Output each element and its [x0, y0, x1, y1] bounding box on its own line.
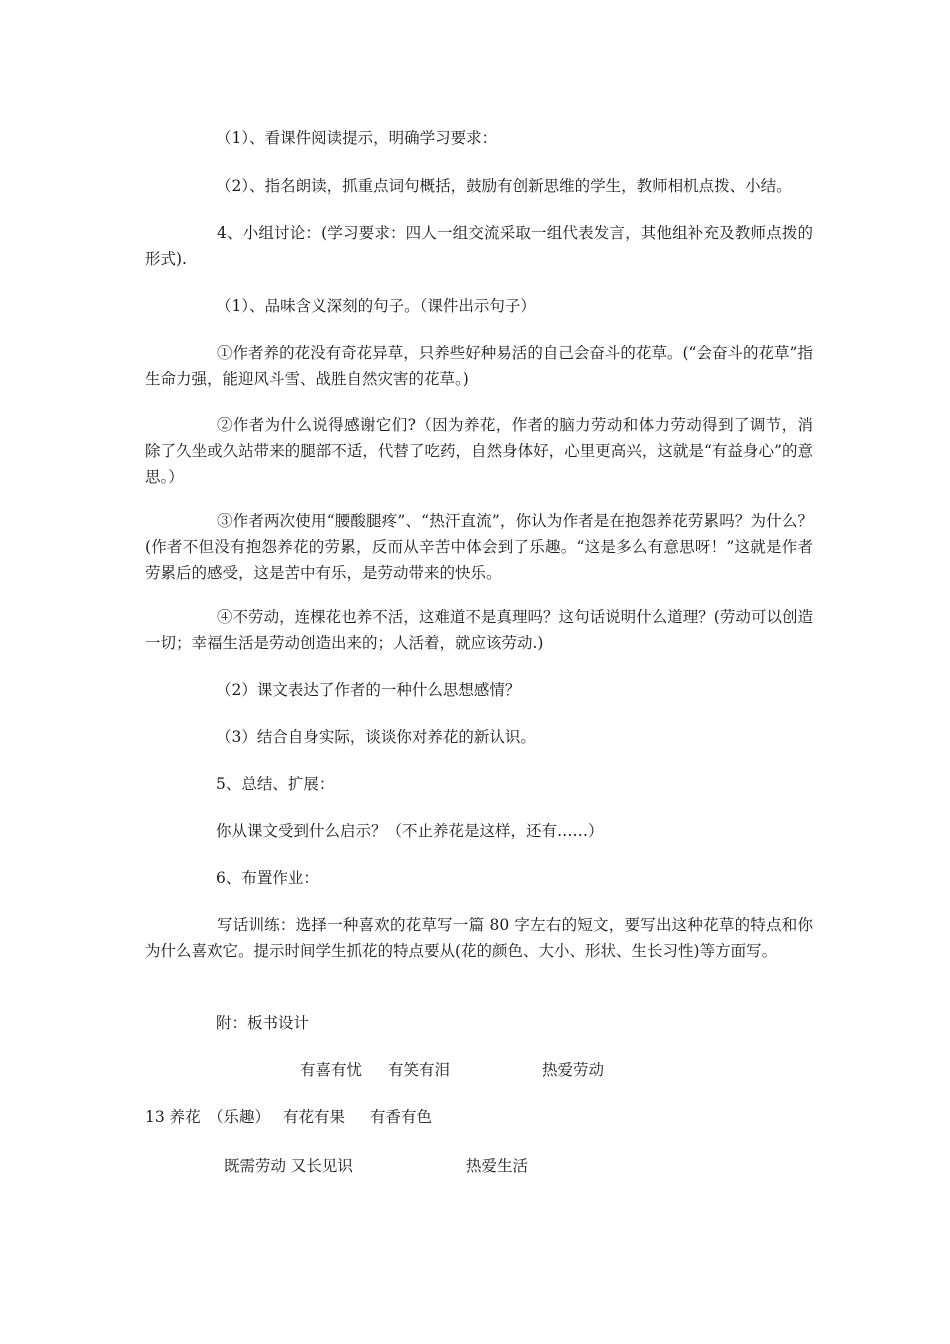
board-laugh-tears: 有笑有泪 [388, 1061, 451, 1079]
question-new-understanding: （3）结合自身实际，谈谈你对养花的新认识。 [216, 728, 536, 746]
question-thought-emotion: （2）课文表达了作者的一种什么思想感情？ [216, 681, 521, 699]
question-2-paragraph: ②作者为什么说得感谢它们?（因为养花，作者的脑力劳动和体力劳动得到了调节，消除了久坐或久站带来的腿部不适，代替了吃药，自然身体好，心里更高兴，这就是“有益身心”的意思。） [145, 416, 813, 486]
question-3-paragraph: ③作者两次使用“腰酸腿疼”、“热汗直流”，你认为作者是在抱怨养花劳累吗？为什么？(作者不但没有抱怨养花的劳累，反而从辛苦中体会到了乐趣。“这是多么有意思呀！”这就是作者劳累后的感受，这是苦中有乐，是劳动带来的快乐。 [145, 512, 813, 582]
step-1-instruction: （1）、看课件阅读提示，明确学习要求： [216, 129, 498, 147]
question-4-paragraph: ④不劳动，连棵花也养不活，这难道不是真理吗？这句话说明什么道理？(劳动可以创造一切；幸福生活是劳动创造出来的；人活着，就应该劳动.) [145, 608, 813, 652]
inspiration-question: 你从课文受到什么启示？（不止养花是这样，还有……） [216, 822, 604, 840]
step-2-instruction: （2）、指名朗读，抓重点词句概括，鼓励有创新思维的学生，教师相机点拨、小结。 [216, 177, 792, 195]
writing-practice-paragraph: 写话训练：选择一种喜欢的花草写一篇 80 字左右的短文，要写出这种花草的特点和你为什么喜欢它。提示时间学生抓花的特点要从(花的颜色、大小、形状、生长习性)等方面写。 [145, 916, 813, 960]
group-discussion-paragraph: 4、小组讨论：(学习要求：四人一组交流采取一组代表发言，其他组补充及教师点拨的形式). [145, 224, 813, 268]
question-1-paragraph: ①作者养的花没有奇花异草，只养些好种易活的自己会奋斗的花草。(“会奋斗的花草”指生命力强，能迎风斗雪、战胜自然灾害的花草。) [145, 344, 813, 388]
board-fragrance-color: 有香有色 [370, 1108, 433, 1126]
board-lesson-title: 13 养花 [145, 1108, 201, 1126]
sentence-appreciation-heading: （1）、品味含义深刻的句子。（课件出示句子） [216, 297, 536, 315]
board-labor-knowledge: 既需劳动 又长见识 [224, 1157, 353, 1175]
board-love-life: 热爱生活 [466, 1157, 529, 1175]
homework-heading: 6、布置作业： [216, 869, 319, 887]
board-design-heading: 附：板书设计 [216, 1014, 310, 1032]
summary-heading: 5、总结、扩展： [216, 775, 335, 793]
board-flowers-fruits: 有花有果 [283, 1108, 346, 1126]
board-happy-worry: 有喜有忧 [300, 1061, 363, 1079]
board-love-labor: 热爱劳动 [542, 1061, 605, 1079]
board-fun-label: （乐趣） [208, 1108, 271, 1126]
